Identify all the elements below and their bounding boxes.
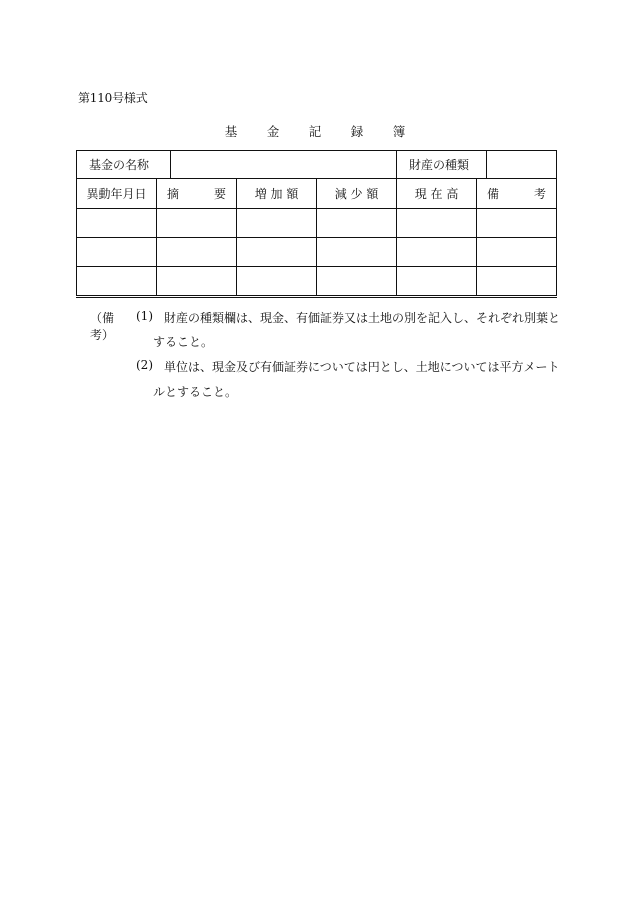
title-char: 金 [266,124,280,139]
cell-current[interactable] [397,267,477,297]
cell-summary[interactable] [157,267,237,297]
cell-remarks[interactable] [477,238,557,267]
cell-date[interactable] [77,209,157,238]
cell-decrease[interactable] [317,267,397,297]
table-row [77,267,557,297]
table-row [77,209,557,238]
cell-date[interactable] [77,267,157,297]
header-summary-char: 要 [214,187,227,201]
cell-increase[interactable] [237,238,317,267]
page-title [0,122,630,140]
title-char: 基 [224,124,238,139]
cell-increase[interactable] [237,209,317,238]
asset-type-field[interactable] [487,151,557,179]
header-row [77,179,557,209]
cell-summary[interactable] [157,209,237,238]
title-char: 記 [308,124,322,139]
cell-remarks[interactable] [477,209,557,238]
cell-increase[interactable] [237,267,317,297]
cell-decrease[interactable] [317,209,397,238]
header-summary [157,179,237,209]
header-remarks-char: 備 [487,187,500,201]
fund-name-label: 基金の名称 [77,151,171,179]
header-decrease: 減 少 額 [317,179,397,209]
table-row [77,238,557,267]
note-number: (2) [136,358,153,372]
header-summary-char: 摘 [167,187,180,201]
asset-type-label: 財産の種類 [397,151,487,179]
note-text: 単位は、現金及び有価証券については円とし、土地については平方メート [164,360,560,374]
cell-current[interactable] [397,238,477,267]
title-char: 簿 [392,124,406,139]
cell-current[interactable] [397,209,477,238]
cell-date[interactable] [77,238,157,267]
header-increase: 増 加 額 [237,179,317,209]
cell-decrease[interactable] [317,238,397,267]
note-number: (1) [136,309,153,323]
note-text: ルとすること。 [153,385,238,399]
fund-info-row [77,151,557,179]
fund-ledger-table [76,150,557,298]
header-date: 異動年月日 [77,179,157,209]
form-number: 第110号様式 [78,91,148,105]
note-text: 財産の種類欄は、現金、有価証券又は土地の別を記入し、それぞれ別葉と [164,311,561,325]
cell-summary[interactable] [157,238,237,267]
fund-name-field[interactable] [171,151,397,179]
title-char: 録 [350,124,364,139]
header-current: 現 在 高 [397,179,477,209]
header-remarks [477,179,557,209]
header-remarks-char: 考 [534,187,547,201]
cell-remarks[interactable] [477,267,557,297]
note-text: すること。 [153,335,214,349]
notes-label: （備考） [90,311,115,342]
